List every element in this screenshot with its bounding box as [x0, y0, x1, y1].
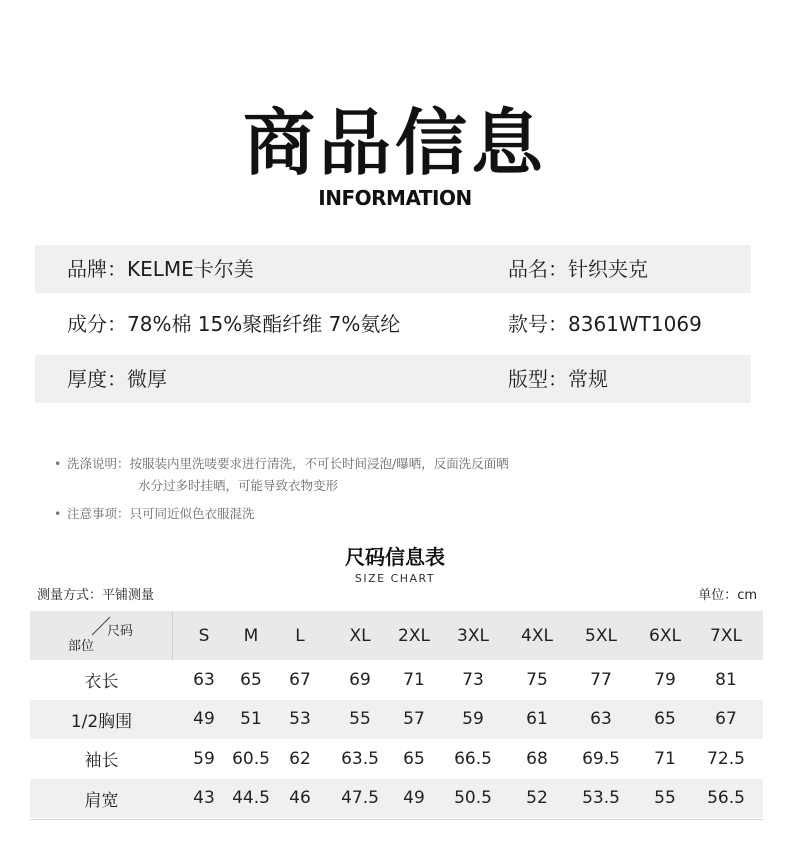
size-header-row — [30, 611, 763, 660]
corner-diagonal-icon — [30, 611, 173, 660]
table-cell: 60.5 — [232, 748, 270, 769]
table-cell: 53 — [289, 709, 311, 730]
table-cell: 43 — [193, 788, 215, 809]
table-cell: 56.5 — [707, 788, 745, 809]
table-cell: 71 — [654, 748, 676, 769]
table-cell: 65 — [240, 669, 262, 690]
page-title: 商品信息 — [242, 101, 547, 185]
table-cell: 46 — [289, 788, 311, 809]
page-subtitle: INFORMATION — [318, 186, 472, 210]
style-number-text: 款号：8361WT1069 — [508, 312, 702, 336]
table-cell: 65 — [403, 748, 425, 769]
table-cell: 59 — [462, 709, 484, 730]
size-table — [30, 611, 763, 818]
row-label: 肩宽 — [84, 790, 119, 811]
size-header-s: S — [198, 625, 210, 646]
table-cell: 72.5 — [707, 748, 745, 769]
table-cell: 44.5 — [232, 788, 270, 809]
table-cell: 71 — [403, 669, 425, 690]
table-cell: 79 — [654, 669, 676, 690]
table-cell: 49 — [193, 709, 215, 730]
table-cell: 62 — [289, 748, 311, 769]
table-cell: 55 — [349, 709, 371, 730]
size-header-xl: XL — [349, 625, 371, 646]
info-row-brand — [35, 245, 751, 293]
corner-part-label: 部位 — [68, 639, 95, 654]
table-cell: 47.5 — [341, 788, 379, 809]
table-row — [30, 660, 763, 700]
brand-text: 品牌：KELME卡尔美 — [67, 257, 254, 281]
table-cell: 52 — [526, 788, 548, 809]
table-cell: 66.5 — [454, 748, 492, 769]
thickness-text: 厚度：微厚 — [67, 367, 167, 391]
row-label: 1/2胸围 — [70, 711, 133, 732]
table-cell: 65 — [654, 709, 676, 730]
table-row — [30, 739, 763, 779]
wash-note — [54, 454, 509, 472]
bullet-icon: • — [54, 456, 62, 471]
table-cell: 69 — [349, 669, 371, 690]
table-cell: 63.5 — [341, 748, 379, 769]
table-cell: 75 — [526, 669, 548, 690]
size-header-2xl: 2XL — [398, 625, 430, 646]
corner-size-label: 尺码 — [107, 624, 134, 639]
table-cell: 57 — [403, 709, 425, 730]
info-row-composition — [35, 300, 751, 348]
row-label: 衣长 — [84, 672, 119, 693]
table-cell: 81 — [715, 669, 737, 690]
size-header-5xl: 5XL — [585, 625, 617, 646]
size-header-6xl: 6XL — [649, 625, 681, 646]
wash-note-line2: 水分过多时挂晒，可能导致衣物变形 — [138, 478, 339, 493]
table-cell: 53.5 — [582, 788, 620, 809]
table-cell: 77 — [590, 669, 612, 690]
table-cell: 50.5 — [454, 788, 492, 809]
attention-note-text: 注意事项：只可同近似色衣服混洗 — [67, 506, 255, 521]
table-cell: 68 — [526, 748, 548, 769]
bullet-icon: • — [54, 506, 62, 521]
composition-text: 成分：78%棉 15%聚酯纤维 7%氨纶 — [67, 312, 401, 336]
table-cell: 73 — [462, 669, 484, 690]
size-header-3xl: 3XL — [457, 625, 489, 646]
size-header-m: M — [243, 625, 259, 646]
table-cell: 69.5 — [582, 748, 620, 769]
size-header-7xl: 7XL — [710, 625, 742, 646]
table-cell: 67 — [715, 709, 737, 730]
size-header-l: L — [295, 625, 305, 646]
attention-note — [54, 504, 255, 522]
table-row — [30, 700, 763, 740]
table-cell: 63 — [590, 709, 612, 730]
table-cell: 63 — [193, 669, 215, 690]
size-chart-subtitle: SIZE CHART — [354, 572, 436, 585]
size-chart-title: 尺码信息表 — [345, 545, 445, 569]
table-corner — [30, 611, 173, 660]
table-cell: 49 — [403, 788, 425, 809]
table-row — [30, 779, 763, 819]
fit-text: 版型：常规 — [508, 367, 608, 391]
table-cell: 59 — [193, 748, 215, 769]
wash-note-line1: 洗涤说明：按服装内里洗唛要求进行清洗，不可长时间浸泡/曝晒，反面洗反面晒 — [67, 456, 509, 471]
product-name-text: 品名：针织夹克 — [508, 257, 648, 281]
measure-method: 测量方式：平铺测量 — [37, 588, 155, 603]
table-cell: 55 — [654, 788, 676, 809]
unit-label: 单位：cm — [698, 588, 757, 603]
row-label: 袖长 — [84, 751, 119, 772]
info-row-thickness — [35, 355, 751, 403]
table-cell: 51 — [240, 709, 262, 730]
table-cell: 61 — [526, 709, 548, 730]
size-header-4xl: 4XL — [521, 625, 553, 646]
table-cell: 67 — [289, 669, 311, 690]
table-bottom-rule — [30, 819, 763, 820]
